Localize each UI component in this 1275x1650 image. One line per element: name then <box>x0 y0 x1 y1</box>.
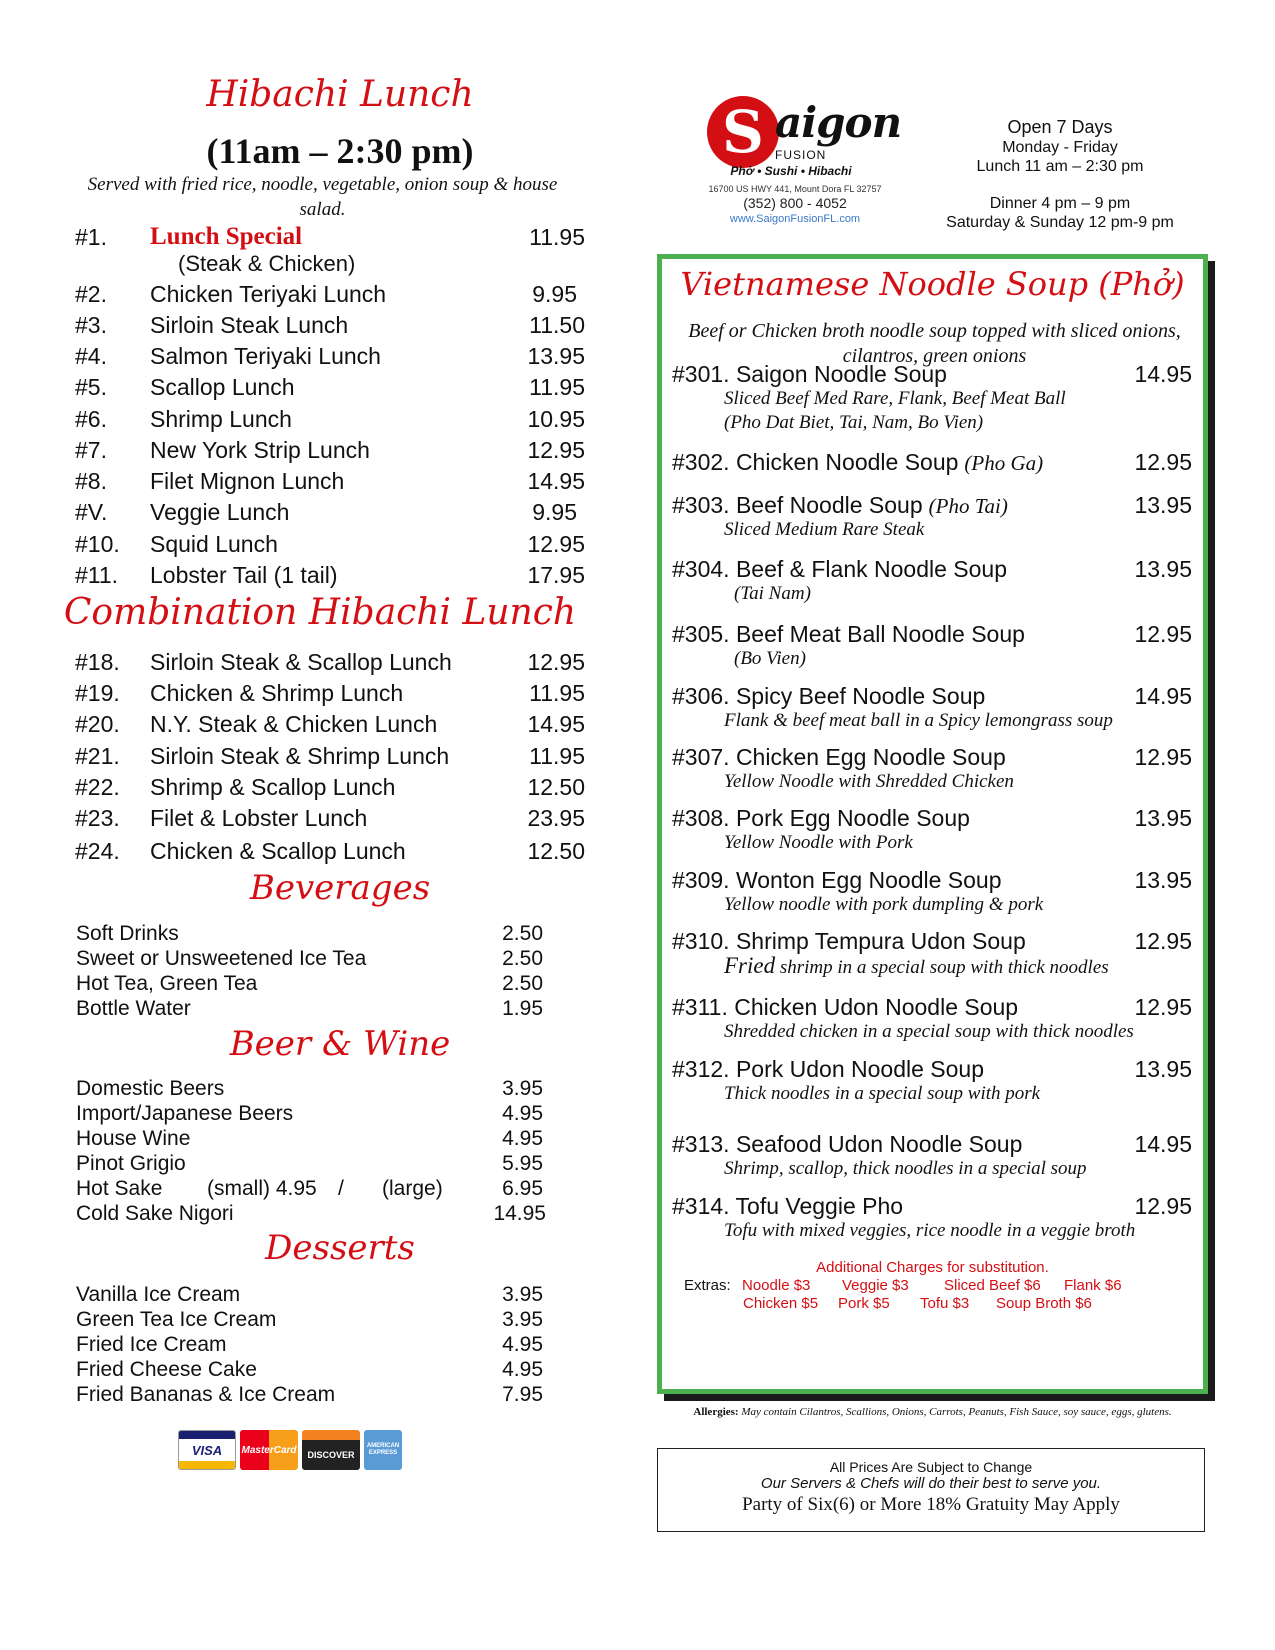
pho-item-name: #306. Spicy Beef Noodle Soup <box>672 683 986 709</box>
menu-item <box>75 741 585 771</box>
item-price: 13.95 <box>527 343 585 369</box>
item-name: Hot Tea, Green Tea <box>76 972 258 995</box>
restaurant-logo <box>705 92 915 242</box>
extras-label: Extras: <box>684 1277 731 1294</box>
item-price: 6.95 <box>502 1177 543 1200</box>
item-price: 11.95 <box>529 224 585 250</box>
menu-item <box>75 803 585 833</box>
item-name: Chicken & Scallop Lunch <box>150 838 406 864</box>
menu-item <box>76 1357 576 1383</box>
pho-item-name: #311. Chicken Udon Noodle Soup <box>672 994 1019 1020</box>
item-price: 11.95 <box>529 743 585 769</box>
item-number: #21. <box>75 743 120 769</box>
item-number: #V. <box>75 499 108 525</box>
pho-title: Vietnamese Noodle Soup (Phở) <box>680 265 1185 303</box>
item-name: Fried Ice Cream <box>76 1333 227 1356</box>
pho-item-name: #312. Pork Udon Noodle Soup <box>672 1056 984 1082</box>
pho-item-desc-text: Shrimp, scallop, thick noodles in a special soup <box>724 1158 1087 1179</box>
item-number: #11. <box>75 562 119 588</box>
size-large: (large) <box>382 1177 443 1200</box>
pho-item-name: #310. Shrimp Tempura Udon Soup <box>672 928 1026 954</box>
item-name: Shrimp Lunch <box>150 406 292 432</box>
pho-item-desc-text: (Bo Vien) <box>734 648 806 669</box>
item-name: Import/Japanese Beers <box>76 1102 294 1125</box>
pho-item-price: 14.95 <box>1134 1131 1192 1157</box>
item-price: 14.95 <box>527 468 585 494</box>
pho-item-price: 12.95 <box>1134 449 1192 475</box>
pho-item-name: #309. Wonton Egg Noodle Soup <box>672 867 1002 893</box>
pho-item-price: 12.95 <box>1134 1193 1192 1219</box>
pho-item-desc-text: Flank & beef meat ball in a Spicy lemongrass soup <box>724 710 1113 731</box>
item-name: Veggie Lunch <box>150 499 290 525</box>
mastercard-icon: MasterCard <box>240 1430 298 1470</box>
pho-item-desc-emphasis: Fried <box>724 953 776 978</box>
item-name: Scallop Lunch <box>150 374 295 400</box>
item-price: 9.95 <box>532 281 577 307</box>
item-price: 12.50 <box>527 774 585 800</box>
menu-item <box>76 1201 576 1227</box>
hibachi-lunch-title: Hibachi Lunch <box>206 74 474 115</box>
extra-charge-item: Noodle $3 <box>742 1277 811 1294</box>
pho-item-title <box>672 927 1026 955</box>
hours-weekdays: Monday - Friday <box>1002 139 1118 156</box>
item-number: #1. <box>75 224 107 250</box>
menu-item <box>75 836 585 866</box>
size-small: (small) 4.95 <box>207 1177 317 1200</box>
menu-item <box>75 310 585 340</box>
pho-item-description <box>724 1157 1087 1181</box>
hibachi-subtitle: Served with fried rice, noodle, vegetable, onion soup & house salad. <box>87 174 558 220</box>
item-number: #4. <box>75 343 107 369</box>
item-price: 3.95 <box>502 1283 543 1306</box>
pho-item-price: 13.95 <box>1134 867 1192 893</box>
pho-item-name: #308. Pork Egg Noodle Soup <box>672 805 970 831</box>
pho-item-title <box>672 555 1007 583</box>
discover-card-icon: DISCOVER <box>302 1430 360 1470</box>
pho-item-desc-text: Thick noodles in a special soup with pork <box>724 1083 1041 1104</box>
logo-address: 16700 US HWY 441, Mount Dora FL 32757 <box>708 184 882 194</box>
menu-item <box>75 529 585 559</box>
pho-item-title <box>672 491 1008 520</box>
pho-item-desc-text: shrimp in a special soup with thick noodles <box>775 957 1109 978</box>
item-name: Sirloin Steak & Shrimp Lunch <box>150 743 450 769</box>
pho-item-description <box>724 1219 1135 1243</box>
item-price: 11.95 <box>529 680 585 706</box>
item-name: Lobster Tail (1 tail) <box>150 562 338 588</box>
pho-item-title <box>672 866 1002 894</box>
menu-item <box>76 1332 576 1358</box>
menu-item <box>76 1176 576 1202</box>
beverages-title: Beverages <box>249 868 431 908</box>
logo-tagline: Phở • Sushi • Hibachi <box>730 164 852 178</box>
pho-item-alt-name: (Pho Ga) <box>964 451 1044 475</box>
item-name: Lunch Special <box>150 223 303 250</box>
extra-charge-item: Soup Broth $6 <box>996 1295 1092 1312</box>
pho-item-title <box>672 1130 1022 1158</box>
item-name: Cold Sake Nigori <box>76 1202 234 1225</box>
item-name: Filet & Lobster Lunch <box>150 805 368 831</box>
item-number: #7. <box>75 437 107 463</box>
beer-wine-title: Beer & Wine <box>229 1024 451 1064</box>
menu-item <box>75 222 585 252</box>
item-note: (Steak & Chicken) <box>178 251 356 276</box>
menu-item <box>75 435 585 465</box>
item-price: 11.50 <box>529 312 585 338</box>
pho-item-description <box>734 582 811 606</box>
item-price: 4.95 <box>502 1358 543 1381</box>
item-name: Sirloin Steak & Scallop Lunch <box>150 649 452 675</box>
item-name: Pinot Grigio <box>76 1152 186 1175</box>
item-price: 1.95 <box>502 997 543 1020</box>
pho-item-description <box>724 893 1043 917</box>
item-name: Vanilla Ice Cream <box>76 1283 241 1306</box>
item-price: 5.95 <box>502 1152 543 1175</box>
extra-charge-item: Veggie $3 <box>842 1277 909 1294</box>
item-price: 12.50 <box>527 838 585 864</box>
item-name: New York Strip Lunch <box>150 437 370 463</box>
pho-item-desc-text: Shredded chicken in a special soup with thick noodles <box>724 1021 1134 1042</box>
item-price: 12.95 <box>527 531 585 557</box>
item-price: 2.50 <box>502 922 543 945</box>
pho-item-description <box>724 1020 1134 1044</box>
item-price: 14.95 <box>493 1202 546 1225</box>
pho-item-price: 13.95 <box>1134 1056 1192 1082</box>
item-number: #3. <box>75 312 107 338</box>
pho-item-price: 12.95 <box>1134 744 1192 770</box>
menu-item <box>76 1101 576 1127</box>
combination-title: Combination Hibachi Lunch <box>63 592 577 633</box>
item-name: House Wine <box>76 1127 191 1150</box>
pho-item-title <box>672 1192 903 1220</box>
logo-wordmark: aigon <box>775 98 902 147</box>
item-price: 10.95 <box>527 406 585 432</box>
pho-item-desc-text: Yellow Noodle with Pork <box>724 832 913 853</box>
pho-item-description <box>734 647 806 671</box>
menu-item <box>75 404 585 434</box>
notice-line-3: Party of Six(6) or More 18% Gratuity May Apply <box>742 1494 1120 1515</box>
menu-item <box>75 279 585 309</box>
allergies-text: May contain Cilantros, Scallions, Onions, Carrots, Peanuts, Fish Sauce, soy sauce, eggs, glutens. <box>741 1406 1172 1418</box>
pho-item-desc-text: Yellow Noodle with Shredded Chicken <box>724 771 1014 792</box>
menu-item <box>75 647 585 677</box>
item-name: Chicken Teriyaki Lunch <box>150 281 387 307</box>
menu-item <box>75 372 585 402</box>
item-price: 17.95 <box>527 562 585 588</box>
pho-item-title <box>672 682 985 710</box>
item-number: #19. <box>75 680 120 706</box>
pho-item-name: #314. Tofu Veggie Pho <box>672 1193 904 1219</box>
hours-open: Open 7 Days <box>1007 117 1113 137</box>
pho-item-desc-text: Tofu with mixed veggies, rice noodle in a veggie broth <box>724 1220 1136 1241</box>
menu-item <box>76 1126 576 1152</box>
pho-item-desc-text: Sliced Medium Rare Steak <box>724 519 925 540</box>
item-name: Hot Sake <box>76 1177 163 1200</box>
item-name: Green Tea Ice Cream <box>76 1308 277 1331</box>
item-number: #5. <box>75 374 107 400</box>
amex-card-icon: AMERICAN EXPRESS <box>364 1430 402 1470</box>
pho-item-price: 12.95 <box>1134 621 1192 647</box>
item-price: 4.95 <box>502 1127 543 1150</box>
item-number: #23. <box>75 805 120 831</box>
pho-item-name: #307. Chicken Egg Noodle Soup <box>672 744 1006 770</box>
pho-item-description <box>724 954 1109 980</box>
item-number: #10. <box>75 531 120 557</box>
pho-item-name: #302. Chicken Noodle Soup <box>672 449 959 475</box>
notice-box <box>657 1448 1205 1532</box>
menu-item <box>76 946 576 972</box>
size-separator: / <box>338 1177 344 1200</box>
menu-item <box>76 1282 576 1308</box>
logo-phone: (352) 800 - 4052 <box>743 195 847 211</box>
pho-item-description <box>724 1082 1040 1106</box>
item-price: 3.95 <box>502 1308 543 1331</box>
item-price: 4.95 <box>502 1102 543 1125</box>
menu-item <box>75 560 585 590</box>
pho-item-name: #301. Saigon Noodle Soup <box>672 361 947 387</box>
pho-subtitle: Beef or Chicken broth noodle soup topped with sliced onions, cilantros, green onions <box>688 320 1181 367</box>
pho-item-price: 14.95 <box>1134 683 1192 709</box>
logo-website[interactable]: www.SaigonFusionFL.com <box>729 213 861 225</box>
item-price: 4.95 <box>502 1333 543 1356</box>
pho-item-desc-text: Yellow noodle with pork dumpling & pork <box>724 894 1044 915</box>
item-name: Sweet or Unsweetened Ice Tea <box>76 947 367 970</box>
menu-item <box>76 971 576 997</box>
pho-item-title <box>672 620 1025 648</box>
menu-item <box>76 1382 576 1408</box>
credit-cards <box>178 1430 418 1470</box>
item-price: 23.95 <box>527 805 585 831</box>
item-name: Salmon Teriyaki Lunch <box>150 343 381 369</box>
item-price: 3.95 <box>502 1077 543 1100</box>
item-number: #6. <box>75 406 107 432</box>
pho-item-description <box>724 709 1113 733</box>
menu-item <box>75 497 585 527</box>
menu-item <box>75 772 585 802</box>
menu-item <box>76 996 576 1022</box>
extra-charge-item: Tofu $3 <box>920 1295 970 1312</box>
menu-item <box>76 1076 576 1102</box>
pho-item-name: #304. Beef & Flank Noodle Soup <box>672 556 1008 582</box>
pho-item-desc-text: Sliced Beef Med Rare, Flank, Beef Meat Ball <box>724 388 1066 409</box>
pho-item-price: 14.95 <box>1134 361 1192 387</box>
menu-item <box>76 921 576 947</box>
pho-item-name: #305. Beef Meat Ball Noodle Soup <box>672 621 1025 647</box>
pho-item-price: 12.95 <box>1134 994 1192 1020</box>
item-name: Sirloin Steak Lunch <box>150 312 349 338</box>
item-name: Soft Drinks <box>76 922 179 945</box>
item-name: Squid Lunch <box>150 531 278 557</box>
item-number: #20. <box>75 711 120 737</box>
pho-item-title <box>672 448 1043 477</box>
item-name: Fried Bananas & Ice Cream <box>76 1383 336 1406</box>
item-name: Shrimp & Scallop Lunch <box>150 774 396 800</box>
extra-charge-item: Flank $6 <box>1064 1277 1122 1294</box>
item-price: 2.50 <box>502 947 543 970</box>
extra-charge-item: Sliced Beef $6 <box>944 1277 1041 1294</box>
menu-item <box>75 678 585 708</box>
hours-dinner: Dinner 4 pm – 9 pm <box>989 195 1131 212</box>
pho-item-description <box>724 770 1014 794</box>
pho-item-price: 13.95 <box>1134 556 1192 582</box>
hibachi-hours: (11am – 2:30 pm) <box>206 131 474 171</box>
menu-item <box>75 709 585 739</box>
menu-item <box>76 1151 576 1177</box>
item-name: Bottle Water <box>76 997 191 1020</box>
pho-item-desc-text: (Tai Nam) <box>734 583 811 604</box>
pho-item-title <box>672 804 970 832</box>
item-number: #2. <box>75 281 107 307</box>
item-price: 14.95 <box>527 711 585 737</box>
pho-item-name: #313. Seafood Udon Noodle Soup <box>672 1131 1023 1157</box>
item-number: #22. <box>75 774 120 800</box>
item-price: 11.95 <box>529 374 585 400</box>
item-name: Domestic Beers <box>76 1077 225 1100</box>
item-name: Filet Mignon Lunch <box>150 468 345 494</box>
notice-line-2: Our Servers & Chefs will do their best to serve you. <box>760 1475 1102 1492</box>
item-number: #24. <box>75 838 120 864</box>
pho-item-description-2: (Pho Dat Biet, Tai, Nam, Bo Vien) <box>724 412 984 433</box>
hours-lunch: Lunch 11 am – 2:30 pm <box>976 158 1144 175</box>
item-number: #18. <box>75 649 120 675</box>
menu-item <box>76 1307 576 1333</box>
item-price: 12.95 <box>527 437 585 463</box>
extra-charge-item: Pork $5 <box>838 1295 890 1312</box>
pho-item-description <box>724 518 924 542</box>
pho-item-price: 13.95 <box>1134 492 1192 518</box>
hours-weekend: Saturday & Sunday 12 pm-9 pm <box>946 214 1174 231</box>
pho-item-name: #303. Beef Noodle Soup <box>672 492 923 518</box>
pho-item-title <box>672 1055 984 1083</box>
logo-fusion-text: FUSION <box>775 148 827 162</box>
pho-item-title <box>672 360 947 388</box>
notice-line-1: All Prices Are Subject to Change <box>829 1459 1033 1475</box>
allergies-note <box>660 1405 1205 1419</box>
desserts-title: Desserts <box>265 1228 415 1268</box>
item-price: 2.50 <box>502 972 543 995</box>
item-price: 7.95 <box>502 1383 543 1406</box>
pho-item-alt-name: (Pho Tai) <box>928 494 1008 518</box>
item-number: #8. <box>75 468 107 494</box>
pho-item-title <box>672 993 1018 1021</box>
item-name: Chicken & Shrimp Lunch <box>150 680 404 706</box>
allergies-label: Allergies: <box>693 1406 739 1418</box>
pho-item-price: 13.95 <box>1134 805 1192 831</box>
opening-hours <box>930 116 1190 232</box>
visa-card-icon: VISA <box>178 1430 236 1470</box>
pho-item-description <box>724 831 913 855</box>
menu-item <box>75 466 585 496</box>
extra-charge-item: Chicken $5 <box>743 1295 819 1312</box>
item-price: 9.95 <box>532 499 577 525</box>
pho-section <box>657 254 1208 1394</box>
pho-item-description <box>724 387 1066 411</box>
extras-title: Additional Charges for substitution. <box>816 1259 1049 1276</box>
menu-item <box>75 341 585 371</box>
item-price: 12.95 <box>527 649 585 675</box>
item-name: N.Y. Steak & Chicken Lunch <box>150 711 438 737</box>
pho-item-title <box>672 743 1006 771</box>
svg-text:S: S <box>722 98 764 166</box>
item-name: Fried Cheese Cake <box>76 1358 257 1381</box>
pho-item-price: 12.95 <box>1134 928 1192 954</box>
